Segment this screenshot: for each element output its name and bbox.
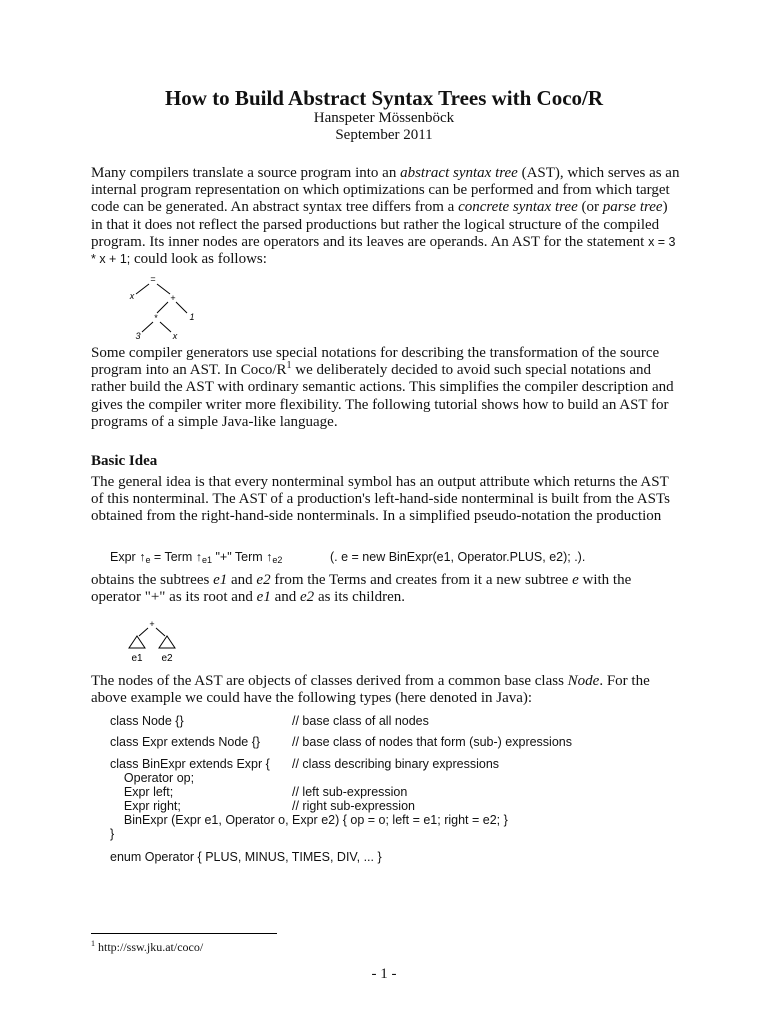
production-rule: Expr ↑e = Term ↑e1 "+" Term ↑e2 bbox=[110, 550, 283, 565]
tree-node-x-2: x bbox=[172, 331, 178, 341]
footnote: $^1$ http://ssw.jku.at/coco/ bbox=[91, 939, 204, 954]
code-line: enum Operator { PLUS, MINUS, TIMES, DIV, ... } bbox=[110, 850, 382, 864]
code-line: } bbox=[110, 827, 115, 841]
tree-node-e1: e1 bbox=[131, 653, 143, 664]
author-name: Hanspeter Mössenböck bbox=[313, 110, 455, 126]
code-comment: // left sub-expression bbox=[292, 785, 408, 799]
code-line: class Node {} bbox=[110, 714, 184, 728]
tree-node-three: 3 bbox=[135, 331, 141, 341]
footnote-separator bbox=[91, 933, 277, 934]
code-comment: // class describing binary expressions bbox=[292, 757, 500, 771]
footnote-link[interactable]: http://ssw.jku.at/coco/ bbox=[95, 940, 204, 954]
section-heading-basic-idea: Basic Idea bbox=[91, 453, 158, 469]
code-line: BinExpr (Expr e1, Operator o, Expr e2) { op = o; left = e1; right = e2; } bbox=[110, 813, 508, 827]
semantic-action: (. e = new BinExpr(e1, Operator.PLUS, e2); .). bbox=[330, 550, 586, 564]
code-comment: // right sub-expression bbox=[292, 799, 415, 813]
code-comment: // base class of nodes that form (sub-) expressions bbox=[292, 735, 572, 749]
page-number: - 1 - bbox=[371, 966, 397, 982]
tree-node-one: 1 bbox=[189, 312, 195, 322]
tree-node-assign: = bbox=[150, 274, 156, 284]
code-line: Expr left; bbox=[110, 785, 174, 799]
ast-diagram-binexpr bbox=[120, 618, 190, 666]
paragraph-coco-notation: Some compiler generators use special notations for describing the transformation of the source program into an AST. In Coco/R$^1$ we deliberately decided to avoid such special notations and rather build the AST with ordinary semantic actions. This simplifies the compiler description and gives the compiler writer more flexibility. The following tutorial shows how to build an AST for programs of a simple Java-like language. bbox=[91, 345, 674, 430]
document-title: How to Build Abstract Syntax Trees with Coco/R bbox=[164, 86, 604, 110]
tree-node-plus: + bbox=[170, 293, 176, 303]
code-comment: // base class of all nodes bbox=[292, 714, 429, 728]
tree-node-times: * bbox=[154, 313, 158, 323]
paragraph-general-idea: The general idea is that every nonterminal symbol has an output attribute which returns the AST of this nonterminal. The AST of a production's left-hand-side nonterminal is built from the ASTs obtained from the right-hand-side nonterminals. In a simplified pseudo-notation the production bbox=[91, 474, 670, 525]
tree-node-x: x bbox=[129, 291, 135, 301]
tree-node-e2: e2 bbox=[161, 653, 173, 664]
paragraph-subtrees: obtains the subtrees e1 and e2 from the Terms and creates from it a new subtree e with the operator "+" as its root and e1 and e2 as its children. bbox=[91, 572, 632, 606]
paragraph-node-classes: The nodes of the AST are objects of classes derived from a common base class Node. For the above example we could have the following types (here denoted in Java): bbox=[91, 673, 650, 707]
footnote-reference: 1 bbox=[286, 360, 292, 372]
ast-diagram-assignment bbox=[120, 272, 210, 344]
code-line: Expr right; bbox=[110, 799, 181, 813]
code-line: Operator op; bbox=[110, 771, 195, 785]
tree-node-plus-root: + bbox=[149, 619, 155, 629]
publication-date: September 2011 bbox=[335, 127, 433, 143]
inline-code-statement: x = 3 * x + 1; bbox=[91, 234, 676, 267]
code-line: class Expr extends Node {} bbox=[110, 735, 261, 749]
code-line: class BinExpr extends Expr { bbox=[110, 757, 270, 771]
intro-paragraph: Many compilers translate a source program into an abstract syntax tree (AST), which serves as an internal program representation on which optimizations can be performed and from which target code can be generated. An abstract syntax tree differs from a concrete syntax tree (or parse tree) in that it does not reflect the parsed productions but rather the logical structure of the compiled program. Its inner nodes are operators and its leaves are operands. An AST for the statement x = 3 * x + 1; could look as follows: bbox=[91, 165, 680, 268]
